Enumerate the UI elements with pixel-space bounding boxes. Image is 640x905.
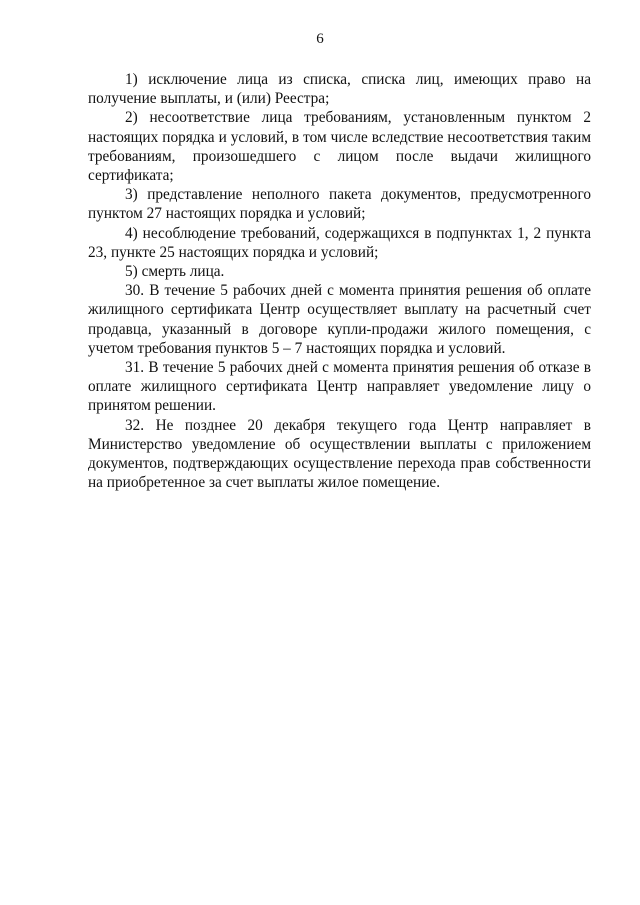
clause-31: 31. В течение 5 рабочих дней с момента принятия решения об отказе в оплате жилищного сертификата Центр направляет уведомление лицу о принятом решении. [88,359,591,415]
list-item-exclusion: 1) исключение лица из списка, списка лиц, имеющих право на получение выплаты, и (или) Реестра; [88,71,591,108]
list-item-nonconformity: 2) несоответствие лица требованиям, установленным пунктом 2 настоящих порядка и условий, в том числе вследствие несоответствия таким требованиям, произошедшего с лицом после выдачи жилищного сертификата; [88,109,591,185]
page-number: 6 [316,31,324,47]
list-item-noncompliance: 4) несоблюдение требований, содержащихся в подпунктах 1, 2 пункта 23, пункте 25 настоящих порядка и условий; [88,224,591,261]
clause-30: 30. В течение 5 рабочих дней с момента принятия решения об оплате жилищного сертификата Центр осуществляет выплату на расчетный счет продавца, указанный в договоре купли-продажи жилого помещения, с учетом требования пунктов 5 – 7 настоящих порядка и условий. [88,282,591,357]
list-item-incomplete-documents: 3) представление неполного пакета документов, предусмотренного пунктом 27 настоящих порядка и условий; [88,186,591,223]
list-item-death: 5) смерть лица. [125,263,225,281]
document-body [88,70,591,492]
clause-32: 32. Не позднее 20 декабря текущего года Центр направляет в Министерство уведомление об осуществлении выплаты с приложением документов, подтверждающих осуществление перехода прав собственности на приобретенное за счет выплаты жилое помещение. [88,416,591,492]
